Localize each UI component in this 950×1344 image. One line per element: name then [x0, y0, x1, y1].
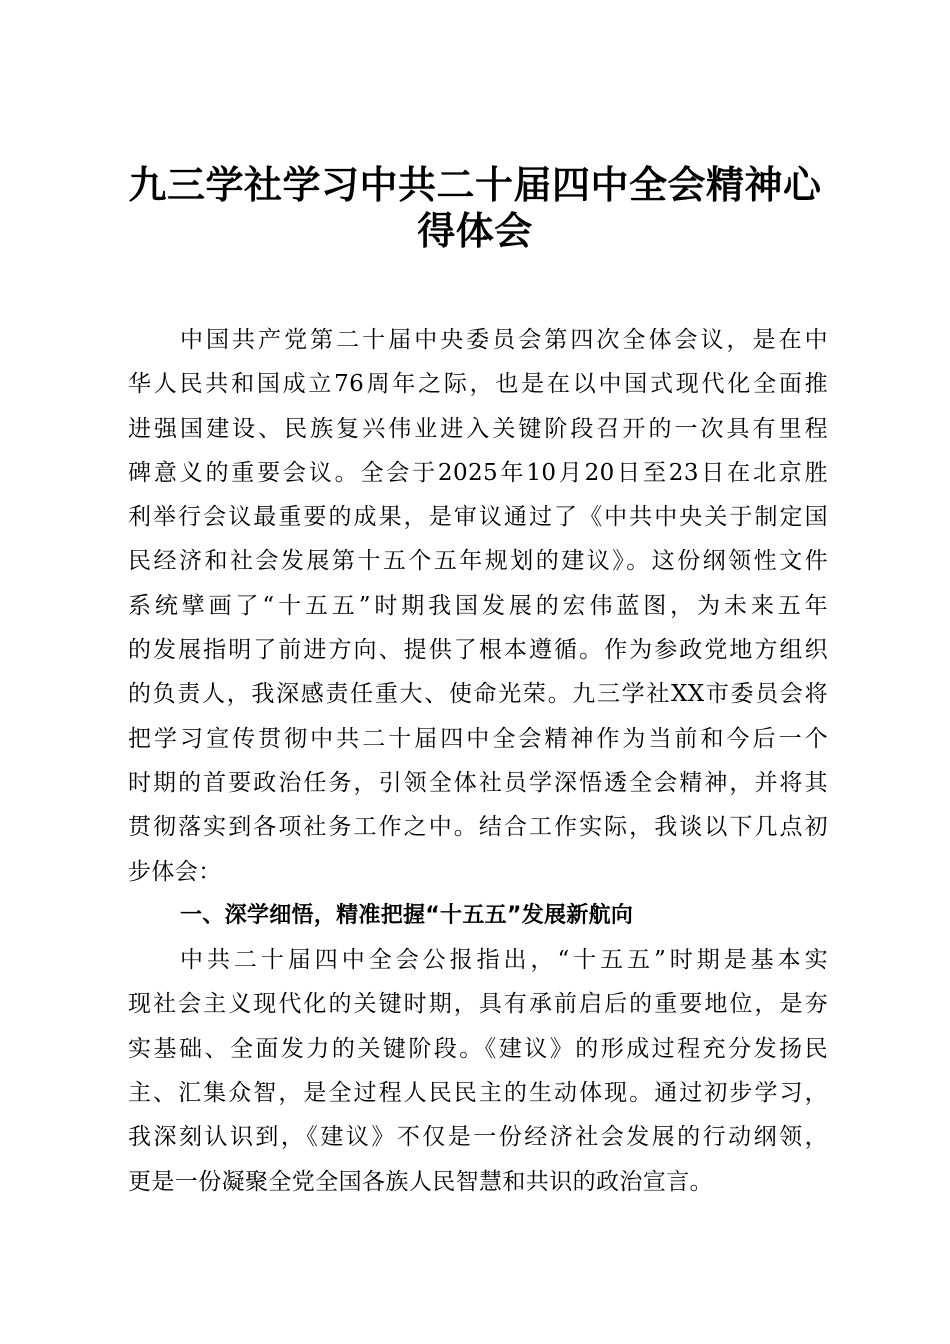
paragraph-line: 把学习宣传贯彻中共二十届四中全会精神作为当前和今后一个	[128, 725, 828, 752]
title-line: 得体会	[417, 209, 533, 253]
paragraph-line: 我深刻认识到，《建议》不仅是一份经济社会发展的行动纲领，	[128, 1124, 828, 1151]
paragraph-line: 利举行会议最重要的成果，是审议通过了《中共中央关于制定国	[128, 504, 828, 531]
paragraph-line: 现社会主义现代化的关键时期，具有承前启后的重要地位，是夯	[128, 991, 828, 1018]
paragraph-line: 实基础、全面发力的关键阶段。《建议》的形成过程充分发扬民	[128, 1035, 828, 1062]
intro-paragraph	[128, 318, 828, 894]
section-heading: 一、深学细悟，精准把握“十五五”发展新航向	[180, 902, 634, 928]
document-body	[128, 318, 828, 1204]
paragraph-line: 进强国建设、民族复兴伟业进入关键阶段召开的一次具有里程	[128, 415, 828, 442]
paragraph-line: 中共二十届四中全会公报指出，“十五五”时期是基本实	[180, 947, 828, 974]
paragraph-line: 民经济和社会发展第十五个五年规划的建议》。这份纲领性文件	[128, 548, 828, 575]
paragraph-line: 中国共产党第二十届中央委员会第四次全体会议，是在中	[180, 327, 828, 353]
title-line: 九三学社学习中共二十届四中全会精神心	[128, 163, 822, 207]
document-title	[100, 162, 850, 254]
paragraph-line: 系统擘画了“十五五”时期我国发展的宏伟蓝图，为未来五年	[128, 592, 828, 619]
paragraph-line: 的负责人，我深感责任重大、使命光荣。九三学社XX市委员会将	[128, 681, 828, 708]
paragraph-line: 更是一份凝聚全党全国各族人民智慧和共识的政治宣言。	[128, 1168, 713, 1195]
paragraph-line: 时期的首要政治任务，引领全体社员学深悟透全会精神，并将其	[128, 769, 828, 796]
section-paragraph	[128, 938, 828, 1204]
paragraph-line: 主、汇集众智，是全过程人民民主的生动体现。通过初步学习，	[128, 1080, 828, 1107]
paragraph-line: 的发展指明了前进方向、提供了根本遵循。作为参政党地方组织	[128, 637, 828, 664]
paragraph-line: 华人民共和国成立76周年之际，也是在以中国式现代化全面推	[128, 371, 828, 398]
paragraph-line: 步体会：	[128, 858, 222, 885]
paragraph-line: 碑意义的重要会议。全会于2025年10月20日至23日在北京胜	[128, 459, 828, 486]
paragraph-line: 贯彻落实到各项社务工作之中。结合工作实际，我谈以下几点初	[128, 814, 828, 841]
